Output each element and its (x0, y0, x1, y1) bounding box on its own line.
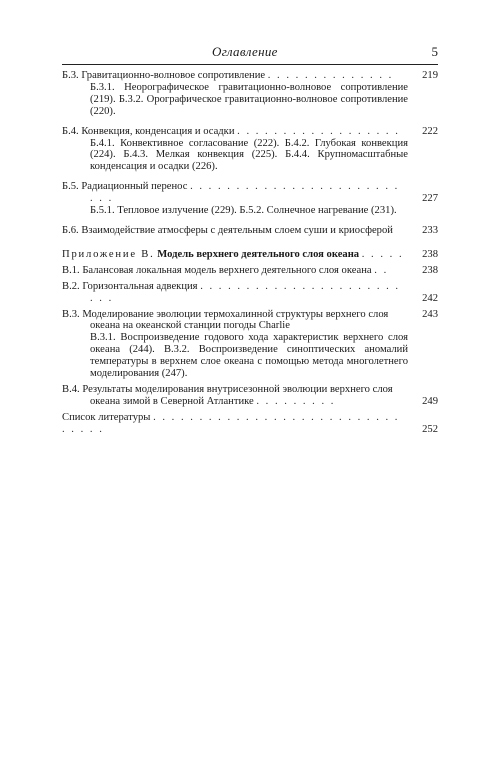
toc-entry-appendix-v[interactable] (62, 249, 438, 261)
toc-entry-references[interactable] (62, 412, 438, 436)
entry-page: 243 (422, 308, 438, 320)
table-of-contents (62, 70, 438, 436)
entry-page: 227 (422, 193, 438, 205)
appendix-label: Приложение В. (62, 248, 155, 260)
toc-entry-v1[interactable] (62, 265, 438, 277)
entry-number: Б.4. (62, 125, 79, 137)
entry-title: Взаимодействие атмосферы с деятельным слоем суши и криосферой (81, 224, 393, 236)
entry-page: 238 (422, 248, 438, 260)
entry-page: 242 (422, 292, 438, 304)
leader-dots: . . . . . (361, 248, 404, 260)
entry-title: Гравитационно-волновое сопротивление (81, 70, 266, 81)
toc-subentries-v3: В.3.1. Воспроизведение годового хода характеристик верхнего слоя океана (244). В.3.2. Воспроизведение синоптических аномалий температуры в верхнем слое океана с помощью метода многолетнего моделирования (247). (90, 332, 408, 380)
toc-entry-b5[interactable] (62, 181, 438, 205)
toc-entry-v4[interactable] (62, 384, 438, 408)
entry-page: 238 (422, 264, 438, 276)
toc-subentries-b4: Б.4.1. Конвективное согласование (222). Б.4.2. Глубокая конвекция (224). Б.4.3. Мелкая конвекция (225). Б.4.4. Крупномасштабные конденсация и осадки (226). (90, 137, 408, 173)
entry-title: Результаты моделирования внутрисезонной эволюции верхнего слоя океана зимой в Северной Атлантике (82, 383, 393, 407)
toc-entry-b4[interactable] (62, 126, 438, 138)
leader-dots: . . . . . . . . . (256, 395, 336, 407)
leader-dots: . . . . . . . . . . . . . . . . . . (237, 125, 400, 137)
entry-page: 233 (422, 224, 438, 236)
entry-title: Радиационный перенос (81, 181, 188, 193)
leader-dots: . . . . . . . . . . . . . . . . . . . . . . . . . . . . . . . . (62, 411, 400, 435)
toc-entry-b3[interactable] (62, 70, 438, 82)
entry-title: Горизонтальная адвекция (82, 280, 198, 292)
entry-number: Б.6. (62, 224, 79, 236)
toc-subentries-b5: Б.5.1. Тепловое излучение (229). Б.5.2. Солнечное нагревание (231). (90, 205, 397, 217)
entry-number: В.4. (62, 383, 80, 395)
toc-subentries-b3: Б.3.1. Неорографическое гравитационно-волновое сопротивление (219). Б.3.2. Орографическое гравитационно-волновое сопротивление (220). (90, 81, 408, 117)
entry-number: Б.5. (62, 181, 79, 193)
running-head-title: Оглавление (212, 44, 278, 59)
entry-page: 222 (422, 125, 438, 137)
toc-entry-b6[interactable] (62, 225, 438, 237)
running-head (62, 44, 438, 65)
running-head-page-number: 5 (431, 44, 438, 59)
toc-entry-v3[interactable] (62, 309, 438, 333)
entry-title: Балансовая локальная модель верхнего деятельного слоя океана (82, 264, 372, 276)
entry-number: В.1. (62, 264, 80, 276)
entry-number: В.3. (62, 308, 80, 320)
leader-dots: . . . . . . . . . . . . . . . . . . . . . . . . . . (90, 181, 400, 205)
entry-page: 219 (422, 70, 438, 81)
leader-dots: . . . . . . . . . . . . . . . . . . . . . . . . . (90, 280, 401, 304)
entry-number: Б.3. (62, 70, 79, 81)
leader-dots: . . (374, 264, 389, 276)
toc-entry-v2[interactable] (62, 281, 438, 305)
entry-title: Моделирование эволюции термохалинной структуры верхнего слоя океана на океанской станции погоды Charlie (82, 308, 389, 332)
entry-title: Конвекция, конденсация и осадки (81, 125, 235, 137)
entry-page: 252 (422, 423, 438, 435)
entry-number: В.2. (62, 280, 80, 292)
entry-title: Список литературы (62, 411, 151, 423)
appendix-title: Модель верхнего деятельного слоя океана (157, 248, 360, 260)
leader-dots: . . . . . . . . . . . . . . (267, 70, 394, 81)
entry-page: 249 (422, 395, 438, 407)
